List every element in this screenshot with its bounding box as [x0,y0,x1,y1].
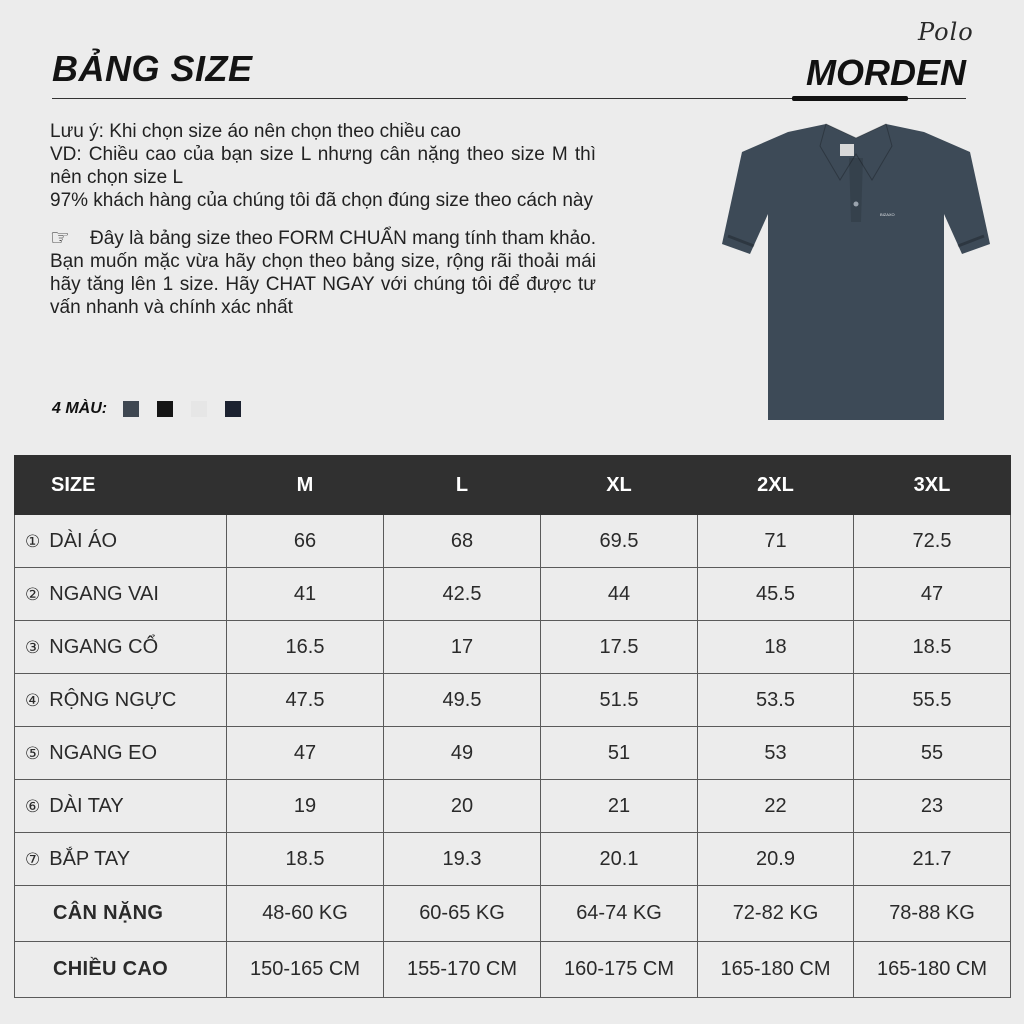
table-row [15,515,1011,568]
color-swatch[interactable] [191,401,207,417]
note-line-4 [50,226,596,319]
table-cell: 160-175 CM [541,942,698,998]
table-row [15,621,1011,674]
size-table [14,455,1011,998]
table-cell: 53 [698,727,854,780]
row-label-text: CÂN NẶNG [53,902,164,924]
row-label-text: NGANG EO [49,741,158,764]
table-cell: 165-180 CM [698,942,854,998]
table-cell: 71 [698,515,854,568]
table-row [15,780,1011,833]
table-row [15,568,1011,621]
table-cell: 49.5 [384,674,541,727]
table-cell: 18.5 [227,833,384,886]
note-line-2: VD: Chiều cao của bạn size L nhưng cân nặng theo size M thì nên chọn size L [50,144,596,188]
row-number: ⑦ [25,849,41,869]
column-header: XL [541,456,698,515]
shirt-placket [849,158,863,222]
brand-logo: MORDEN [806,52,966,93]
row-label-text: BẮP TAY [49,847,131,870]
table-cell: 19 [227,780,384,833]
table-row [15,727,1011,780]
table-cell: 64-74 KG [541,886,698,942]
shirt-button [854,202,859,207]
row-number: ③ [25,637,41,657]
table-cell: 47.5 [227,674,384,727]
table-cell: 20.1 [541,833,698,886]
table-cell: 41 [227,568,384,621]
column-header: SIZE [15,456,227,515]
collar-tag [840,144,854,156]
table-header-row [15,456,1011,515]
table-cell: 44 [541,568,698,621]
table-cell: 45.5 [698,568,854,621]
polo-shirt-image [722,118,990,424]
row-number: ⑥ [25,796,41,816]
table-cell: 23 [854,780,1011,833]
row-number: ④ [25,690,41,710]
row-label [15,780,227,833]
row-label [15,568,227,621]
table-cell: 51.5 [541,674,698,727]
column-header: 2XL [698,456,854,515]
table-row [15,942,1011,998]
row-number: ⑤ [25,743,41,763]
row-label-text: NGANG VAI [49,582,159,605]
table-cell: 78-88 KG [854,886,1011,942]
row-label-text: NGANG CỔ [49,635,159,658]
page-title: BẢNG SIZE [52,48,253,89]
note-line-3: 97% khách hàng của chúng tôi đã chọn đúng size theo cách này [50,190,593,211]
table-cell: 155-170 CM [384,942,541,998]
table-cell: 47 [227,727,384,780]
table-cell: 17 [384,621,541,674]
table-cell: 21.7 [854,833,1011,886]
row-label [15,942,227,998]
table-row [15,833,1011,886]
table-cell: 19.3 [384,833,541,886]
shirt-logo: BIZAXO [880,212,895,217]
row-label-text: RỘNG NGỰC [49,688,177,711]
table-cell: 22 [698,780,854,833]
column-header: M [227,456,384,515]
table-cell: 72-82 KG [698,886,854,942]
column-header: 3XL [854,456,1011,515]
table-cell: 20 [384,780,541,833]
row-label-text: DÀI TAY [49,794,124,817]
row-label [15,515,227,568]
color-options [52,399,259,419]
table-cell: 66 [227,515,384,568]
row-number: ② [25,584,41,604]
row-label [15,621,227,674]
table-cell: 53.5 [698,674,854,727]
table-cell: 49 [384,727,541,780]
color-swatch[interactable] [123,401,139,417]
table-cell: 17.5 [541,621,698,674]
color-swatch[interactable] [157,401,173,417]
row-label [15,727,227,780]
row-number: ① [25,531,41,551]
table-cell: 69.5 [541,515,698,568]
row-label [15,886,227,942]
table-cell: 21 [541,780,698,833]
table-row [15,886,1011,942]
color-swatch[interactable] [225,401,241,417]
table-cell: 55.5 [854,674,1011,727]
row-label [15,833,227,886]
table-cell: 72.5 [854,515,1011,568]
brand-script: Polo [918,18,974,46]
table-cell: 51 [541,727,698,780]
table-cell: 18.5 [854,621,1011,674]
pointing-hand-icon: ☞ [50,225,70,250]
table-cell: 55 [854,727,1011,780]
row-label-text: DÀI ÁO [49,529,118,552]
colors-label: 4 MÀU: [52,400,108,417]
column-header: L [384,456,541,515]
row-label-text: CHIỀU CAO [53,958,168,980]
brand-underline [792,96,908,101]
row-label [15,674,227,727]
table-cell: 68 [384,515,541,568]
table-cell: 48-60 KG [227,886,384,942]
table-cell: 165-180 CM [854,942,1011,998]
table-cell: 150-165 CM [227,942,384,998]
table-cell: 20.9 [698,833,854,886]
table-cell: 47 [854,568,1011,621]
table-row [15,674,1011,727]
size-notes [50,120,596,319]
table-cell: 18 [698,621,854,674]
table-cell: 42.5 [384,568,541,621]
note-line-1: Lưu ý: Khi chọn size áo nên chọn theo chiều cao [50,121,461,142]
table-cell: 16.5 [227,621,384,674]
table-cell: 60-65 KG [384,886,541,942]
note-line-4-text: Đây là bảng size theo FORM CHUẨN mang tính tham khảo. Bạn muốn mặc vừa hãy chọn theo bảng size, rộng rãi thoải mái hãy tăng lên 1 size. Hãy CHAT NGAY với chúng tôi để được tư vấn nhanh và chính xác nhất [50,228,596,318]
